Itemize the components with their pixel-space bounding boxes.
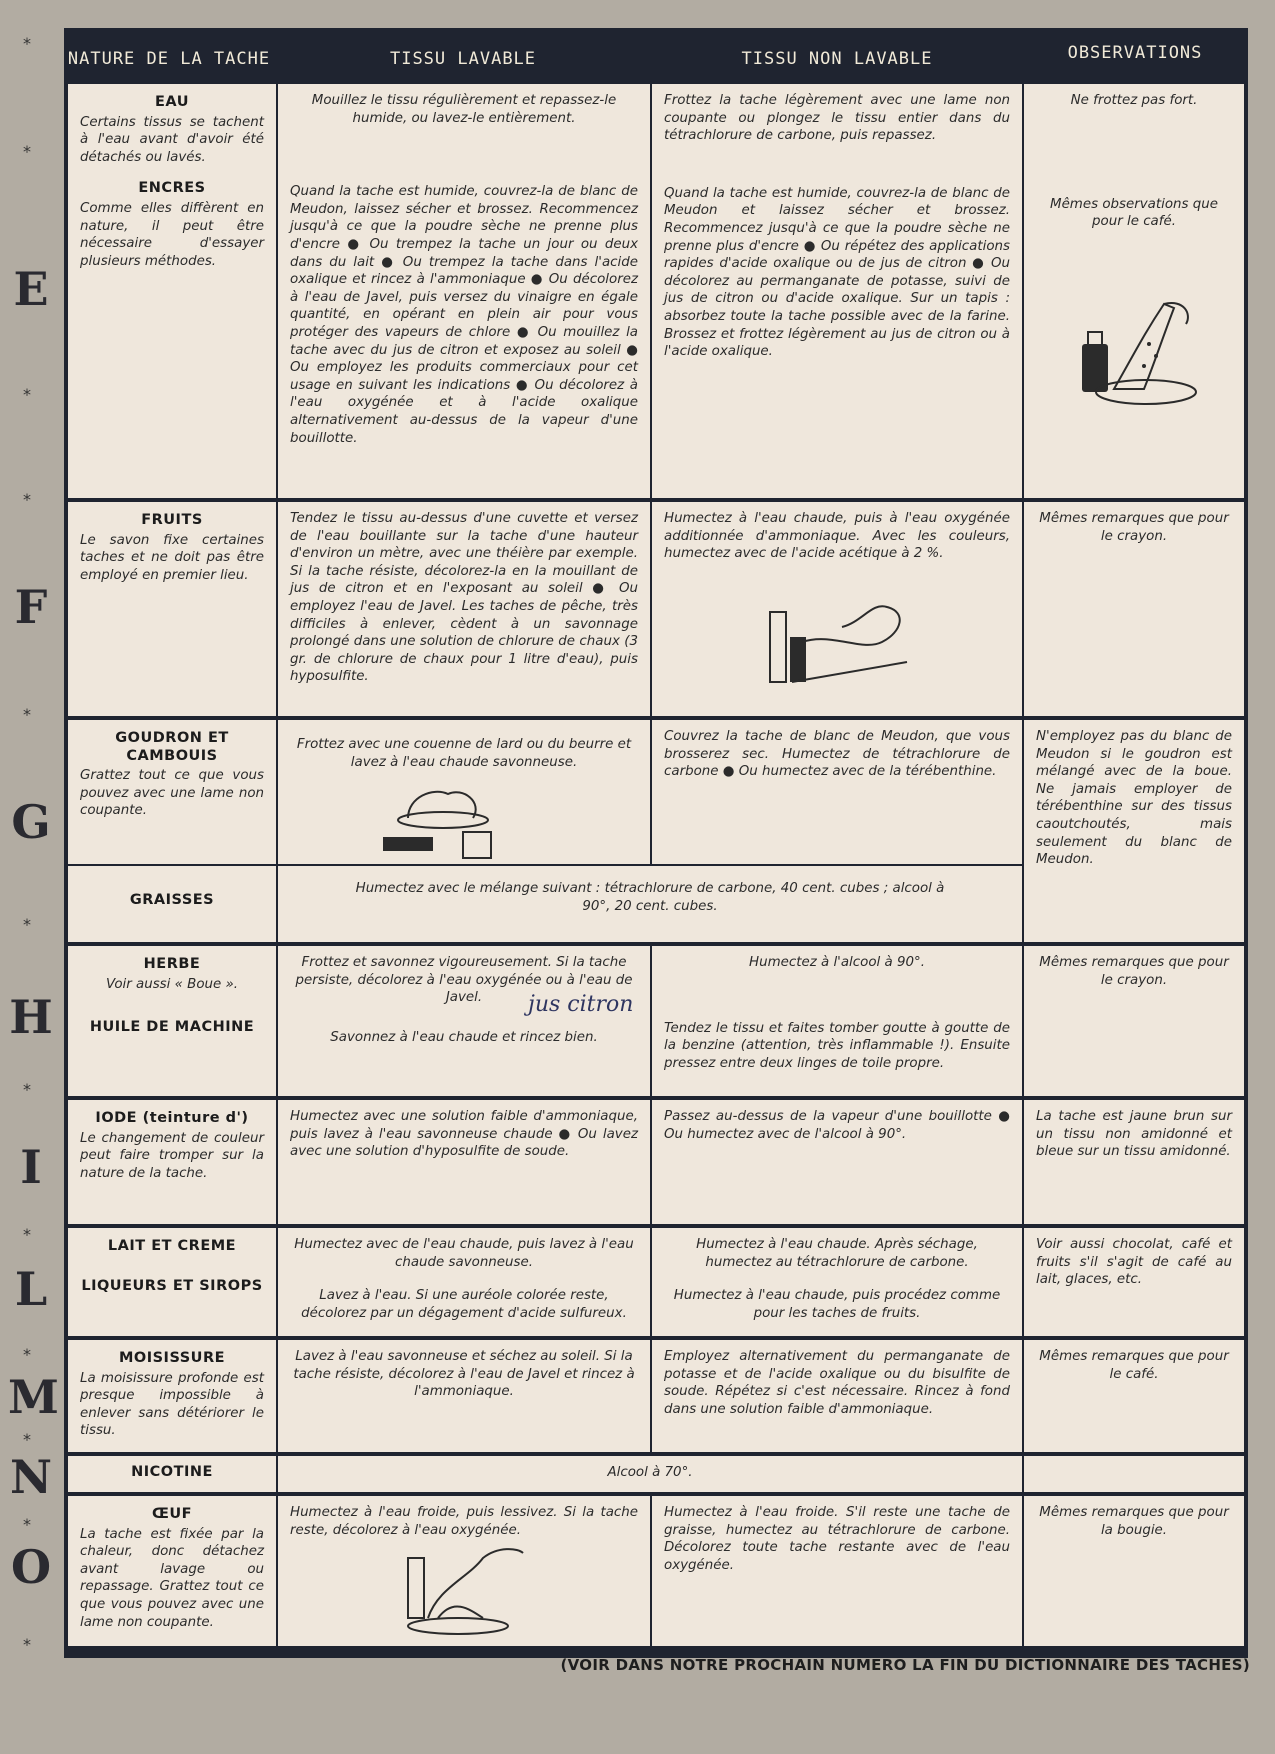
obs-goudron bbox=[1024, 720, 1244, 942]
stain-note-iode: Le changement de couleur peut faire tromper sur la nature de la tache. bbox=[80, 1130, 264, 1181]
star-marker: * bbox=[23, 1635, 31, 1654]
lavable-iode bbox=[278, 1100, 650, 1224]
non-lavable-eau-encres bbox=[652, 84, 1022, 498]
non-lavable-iode bbox=[652, 1100, 1022, 1224]
bottle-bowl-illustration bbox=[398, 1538, 528, 1638]
index-letter-o: O bbox=[10, 1540, 52, 1594]
obs-eau: Ne frottez pas fort. bbox=[1070, 93, 1198, 108]
star-marker: * bbox=[23, 34, 31, 53]
star-marker: * bbox=[23, 1080, 31, 1099]
non-lavable-eau: Frottez la tache légèrement avec une lame non coupante ou plongez le tissu entier dans du tétrachlorure de carbone, puis repassez. bbox=[664, 93, 1010, 144]
obs-fruits-text: Mêmes remarques que pour le crayon. bbox=[1039, 511, 1229, 544]
obs-moisissure bbox=[1024, 1340, 1244, 1452]
nature-oeuf bbox=[68, 1496, 276, 1646]
obs-lait-text: Voir aussi chocolat, café et fruits s'il s'agit de café au lait, glaces, etc. bbox=[1036, 1237, 1232, 1288]
non-lavable-fruits-text: Humectez à l'eau chaude, puis à l'eau oxygénée additionnée d'ammoniaque. Avec les couleurs, humectez avec de l'acide acétique à 2 %. bbox=[664, 511, 1010, 562]
index-letter-i: I bbox=[20, 1140, 42, 1194]
stain-name-iode: IODE (teinture d') bbox=[95, 1110, 249, 1126]
star-marker: * bbox=[23, 385, 31, 404]
ink-bottle-illustration bbox=[1074, 294, 1204, 414]
non-lavable-iode-text: Passez au-dessus de la vapeur d'une bouillotte ● Ou humectez avec de l'alcool à 90°. bbox=[664, 1109, 1010, 1142]
header-nature: NATURE DE LA TACHE bbox=[64, 36, 274, 82]
stain-note-herbe: Voir aussi « Boue ». bbox=[105, 976, 239, 992]
stain-name-graisses: GRAISSES bbox=[129, 892, 215, 908]
stain-note-goudron: Grattez tout ce que vous pouvez avec une lame non coupante. bbox=[80, 768, 264, 819]
star-marker: * bbox=[23, 705, 31, 724]
star-marker: * bbox=[23, 1430, 31, 1449]
non-lavable-lait-liqueurs bbox=[652, 1228, 1022, 1336]
non-lavable-oeuf-text: Humectez à l'eau froide. S'il reste une tache de graisse, humectez au tétrachlorure de carbone. Décolorez toute tache restante avec de l'eau oxygénée. bbox=[664, 1505, 1010, 1573]
nature-herbe-huile bbox=[68, 946, 276, 1096]
lavable-goudron-text: Frottez avec une couenne de lard ou du beurre et lavez à l'eau chaude savonneuse. bbox=[296, 737, 632, 770]
stain-name-huile: HUILE DE MACHINE bbox=[89, 1019, 255, 1036]
obs-iode bbox=[1024, 1100, 1244, 1224]
stain-name-nicotine: NICOTINE bbox=[131, 1464, 213, 1480]
lavable-huile: Savonnez à l'eau chaude et rincez bien. bbox=[330, 1029, 598, 1045]
lavable-liqueurs: Lavez à l'eau. Si une auréole colorée reste, décolorez par un dégagement d'acide sulfureux. bbox=[301, 1288, 627, 1321]
index-letter-h: H bbox=[9, 990, 53, 1044]
bottles-cloth-illustration bbox=[762, 582, 912, 692]
stain-table bbox=[64, 28, 1248, 1658]
star-marker: * bbox=[23, 915, 31, 934]
nicotine-text: Alcool à 70°. bbox=[607, 1465, 693, 1480]
stain-note-oeuf: La tache est fixée par la chaleur, donc détachez avant lavage ou repassage. Grattez tout ce que vous pouvez avec une lame non coupante. bbox=[80, 1526, 264, 1630]
lavable-fruits bbox=[278, 502, 650, 716]
stain-name-goudron: GOUDRON ET CAMBOUIS bbox=[115, 730, 229, 764]
lavable-fruits-text: Tendez le tissu au-dessus d'une cuvette et versez de l'eau bouillante sur la tache d'une hauteur d'environ un mètre, avec une théière par exemple. Si la tache résiste, décolorez-la en la mouillant de jus de citron et en l'exposant au soleil ● Ou employez l'eau de Javel. Les taches de pêche, très difficiles à enlever, cèdent à un savonnage prolongé dans une solution de chlorure de chaux (3 gr. de chlorure de chaux pour 1 litre d'eau), puis hyposulfite. bbox=[290, 511, 638, 685]
index-letter-l: L bbox=[14, 1262, 48, 1316]
index-letter-e: E bbox=[13, 262, 49, 316]
obs-oeuf-text: Mêmes remarques que pour la bougie. bbox=[1039, 1505, 1229, 1538]
non-lavable-fruits bbox=[652, 502, 1022, 716]
handwritten-note: jus citron bbox=[528, 992, 634, 1017]
stain-name-liqueurs: LIQUEURS ET SIROPS bbox=[81, 1277, 263, 1294]
alphabet-index bbox=[0, 0, 66, 1754]
obs-herbe bbox=[1024, 946, 1244, 1096]
nature-nicotine bbox=[68, 1456, 276, 1492]
footer-note: (VOIR DANS NOTRE PROCHAIN NUMERO LA FIN DU DICTIONNAIRE DES TACHES) bbox=[560, 1656, 1250, 1674]
lavable-goudron bbox=[278, 720, 650, 864]
non-lavable-moisissure-text: Employez alternativement du permanganate de potasse et de l'acide oxalique ou du bisulfite de soude. Répétez si c'est nécessaire. Rincez à fond dans une solution faible d'ammoniaque. bbox=[664, 1349, 1010, 1417]
non-lavable-huile: Tendez le tissu et faites tomber goutte à goutte de la benzine (attention, très inflammable !). Ensuite pressez entre deux linges de toile propre. bbox=[664, 1020, 1010, 1071]
stain-name-herbe: HERBE bbox=[143, 956, 201, 972]
obs-oeuf bbox=[1024, 1496, 1244, 1646]
lavable-eau: Mouillez le tissu régulièrement et repassez-le humide, ou lavez-le entièrement. bbox=[311, 93, 617, 126]
stain-name-moisissure: MOISISSURE bbox=[118, 1350, 226, 1366]
lavable-encres: Quand la tache est humide, couvrez-la de blanc de Meudon, laissez sécher et brossez. Recommencez jusqu'à ce que la poudre sèche ne prenne plus d'encre ● Ou trempez la tache un jour ou deux dans du lait ● Ou trempez la tache dans l'acide oxalique et rincez à l'ammoniaque ● Ou décolorez à l'eau de Javel, puis versez du vinaigre en égale quantité, en opérant en plein air pour vous protéger des vapeurs de chlore ● Ou mouillez la tache avec du jus de citron et exposez au soleil ● Ou employez les produits commerciaux pour cet usage en suivant les indications ● Ou décolorez à l'eau oxygénée et à l'acide oxalique alternativement au-dessus de la vapeur d'une bouillotte. bbox=[290, 184, 638, 446]
nature-goudron bbox=[68, 720, 276, 864]
nature-iode bbox=[68, 1100, 276, 1224]
obs-nicotine bbox=[1024, 1456, 1244, 1492]
stain-note-moisissure: La moisissure profonde est presque impossible à enlever sans détériorer le tissu. bbox=[80, 1370, 264, 1439]
non-lavable-encres: Quand la tache est humide, couvrez-la de blanc de Meudon et laissez sécher et brossez. Recommencez jusqu'à ce que la poudre sèche ne prenne plus d'encre ● Ou répétez des applications rapides d'acide oxalique ou de jus de citron ● Ou décolorez au permanganate de potasse, suivi de jus de citron ou d'acide oxalique. Sur un tapis : absorbez toute la tache possible avec de la farine. Brossez et frottez légèrement au jus de citron ou à l'acide oxalique. bbox=[664, 185, 1010, 360]
lavable-oeuf-text: Humectez à l'eau froide, puis lessivez. Si la tache reste, décolorez à l'eau oxygénée. bbox=[290, 1505, 638, 1538]
butter-soap-illustration bbox=[378, 782, 508, 862]
non-lavable-moisissure bbox=[652, 1340, 1022, 1452]
lavable-iode-text: Humectez avec une solution faible d'ammoniaque, puis lavez à l'eau savonneuse chaude ● Ou lavez avec une solution d'hyposulfite de soude. bbox=[290, 1109, 638, 1160]
obs-fruits bbox=[1024, 502, 1244, 716]
non-lavable-herbe-huile bbox=[652, 946, 1022, 1096]
stain-name-fruits: FRUITS bbox=[141, 512, 203, 528]
stain-note-fruits: Le savon fixe certaines taches et ne doit pas être employé en premier lieu. bbox=[80, 532, 264, 583]
obs-moisissure-text: Mêmes remarques que pour le café. bbox=[1039, 1349, 1229, 1382]
stain-note-encres: Comme elles diffèrent en nature, il peut être nécessaire d'essayer plusieurs méthodes. bbox=[80, 200, 264, 269]
nature-graisses bbox=[68, 866, 276, 942]
non-lavable-goudron bbox=[652, 720, 1022, 864]
index-letter-n: N bbox=[9, 1450, 53, 1504]
lavable-moisissure-text: Lavez à l'eau savonneuse et séchez au soleil. Si la tache résiste, décolorez à l'eau de Javel et rincez à l'ammoniaque. bbox=[293, 1349, 635, 1400]
stain-name-eau: EAU bbox=[155, 94, 189, 110]
star-marker: * bbox=[23, 1345, 31, 1364]
non-lavable-oeuf bbox=[652, 1496, 1022, 1646]
stain-name-oeuf: ŒUF bbox=[151, 1506, 193, 1522]
header-lavable: TISSU LAVABLE bbox=[276, 36, 650, 82]
non-lavable-goudron-text: Couvrez la tache de blanc de Meudon, que vous brosserez sec. Humectez de tétrachlorure de carbone ● Ou humectez avec de la térébenthine. bbox=[664, 729, 1010, 780]
lavable-herbe: Frottez et savonnez vigoureusement. Si la tache persiste, décolorez à l'eau oxygénée ou à l'eau de Javel. bbox=[295, 955, 633, 1006]
lavable-lait-liqueurs bbox=[278, 1228, 650, 1336]
lavable-moisissure bbox=[278, 1340, 650, 1452]
index-letter-f: F bbox=[14, 580, 48, 634]
nature-eau-encres bbox=[68, 84, 276, 498]
lavable-oeuf bbox=[278, 1496, 650, 1646]
index-letter-m: M bbox=[8, 1370, 59, 1424]
star-marker: * bbox=[23, 490, 31, 509]
nature-lait-liqueurs bbox=[68, 1228, 276, 1336]
star-marker: * bbox=[23, 142, 31, 161]
stain-name-lait: LAIT ET CREME bbox=[107, 1238, 237, 1254]
merged-graisses bbox=[278, 866, 1022, 942]
lavable-eau-encres bbox=[278, 84, 650, 498]
obs-iode-text: La tache est jaune brun sur un tissu non amidonné et bleue sur un tissu amidonné. bbox=[1036, 1109, 1232, 1160]
merged-nicotine bbox=[278, 1456, 1022, 1492]
stain-name-encres: ENCRES bbox=[138, 180, 206, 197]
obs-encres: Mêmes observations que pour le café. bbox=[1050, 196, 1218, 230]
lavable-herbe-huile bbox=[278, 946, 650, 1096]
non-lavable-lait: Humectez à l'eau chaude. Après séchage, humectez au tétrachlorure de carbone. bbox=[696, 1237, 978, 1270]
nature-moisissure bbox=[68, 1340, 276, 1452]
obs-herbe-text: Mêmes remarques que pour le crayon. bbox=[1039, 955, 1229, 988]
header-observations: OBSERVATIONS bbox=[1024, 30, 1246, 76]
obs-lait bbox=[1024, 1228, 1244, 1336]
stain-note-eau: Certains tissus se tachent à l'eau avant d'avoir été détachés ou lavés. bbox=[80, 114, 264, 165]
non-lavable-liqueurs: Humectez à l'eau chaude, puis procédez comme pour les taches de fruits. bbox=[673, 1288, 1001, 1321]
header-non-lavable: TISSU NON LAVABLE bbox=[652, 36, 1022, 82]
non-lavable-herbe: Humectez à l'alcool à 90°. bbox=[749, 955, 925, 970]
index-letter-g: G bbox=[11, 795, 51, 849]
graisses-text: Humectez avec le mélange suivant : tétrachlorure de carbone, 40 cent. cubes ; alcool à 90°, 20 cent. cubes. bbox=[355, 881, 945, 914]
obs-goudron-text: N'employez pas du blanc de Meudon si le goudron est mélangé avec de la boue. Ne jamais employer de térébenthine sur des tissus caoutchoutés, mais seulement du blanc de Meudon. bbox=[1036, 729, 1232, 868]
nature-fruits bbox=[68, 502, 276, 716]
lavable-lait: Humectez avec de l'eau chaude, puis lavez à l'eau chaude savonneuse. bbox=[294, 1237, 634, 1270]
obs-eau-encres bbox=[1024, 84, 1244, 498]
star-marker: * bbox=[23, 1515, 31, 1534]
star-marker: * bbox=[23, 1225, 31, 1244]
